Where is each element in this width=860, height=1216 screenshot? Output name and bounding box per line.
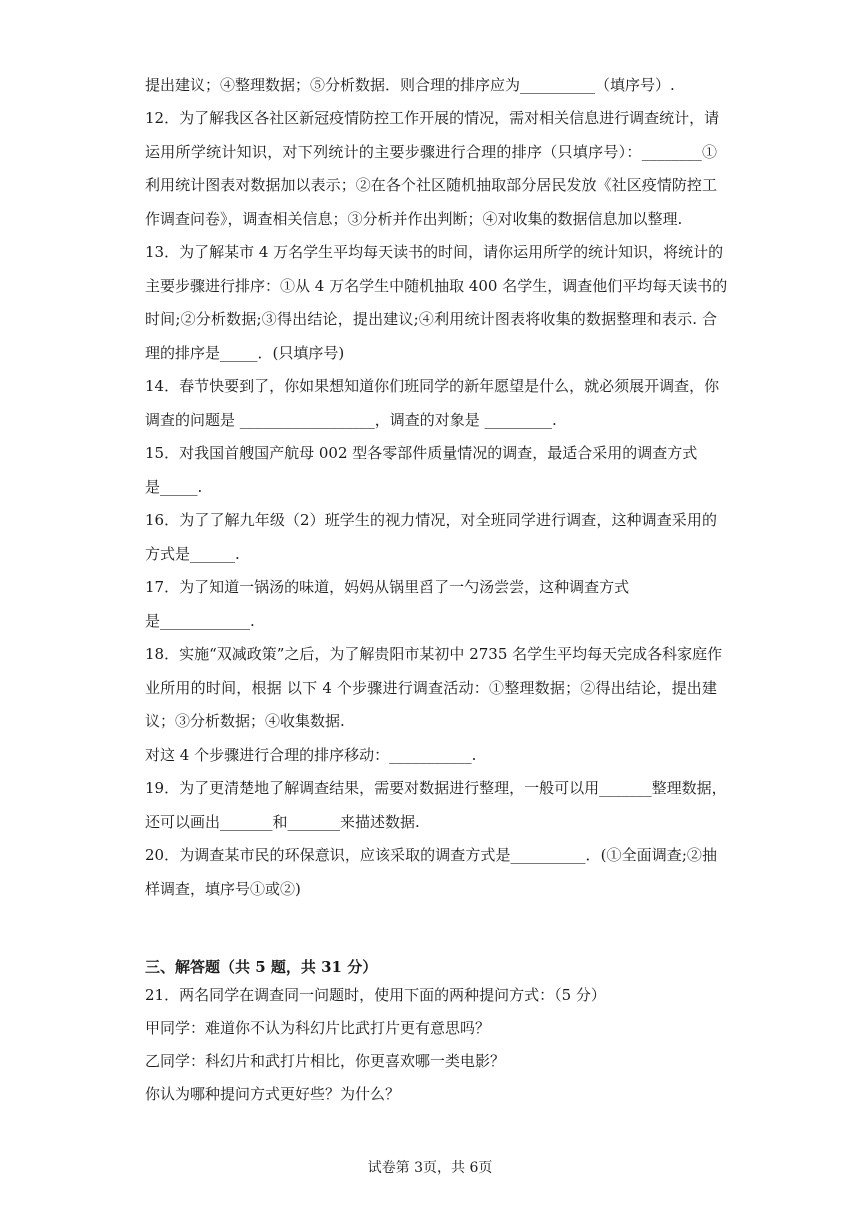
text-line: 对这 4 个步骤进行合理的排序移动：___________.: [145, 746, 477, 764]
question-line: 乙同学：科幻片和武打片相比，你更喜欢哪一类电影？: [145, 1052, 506, 1070]
text-line: 18．实施“双减政策”之后，为了解贵阳市某初中 2735 名学生平均每天完成各科家庭作: [145, 645, 723, 663]
text-line: 方式是______.: [145, 545, 240, 563]
text-line: 14．春节快要到了，你如果想知道你们班同学的新年愿望是什么，就必须展开调查，你: [145, 377, 720, 395]
text-line: 作调查问卷》，调查相关信息；③分析并作出判断；④对收集的数据信息加以整理.: [145, 210, 683, 228]
text-line: 调查的问题是 __________________，调查的对象是 _________.: [145, 411, 557, 429]
text-line: 15．对我国首艘国产航母 002 型各零部件质量情况的调查，最适合采用的调查方式: [145, 444, 698, 462]
question-line: 甲同学：难道你不认为科幻片比武打片更有意思吗？: [145, 1019, 491, 1037]
text-line: 样调查，填序号①或②): [145, 880, 301, 898]
text-line: 利用统计图表对数据加以表示；②在各个社区随机抽取部分居民发放《社区疫情防控工: [145, 176, 717, 194]
text-line: 主要步骤进行排序：①从 4 万名学生中随机抽取 400 名学生，调查他们平均每天读书的: [145, 277, 728, 295]
text-line: 理的排序是_____．(只填序号): [145, 344, 345, 362]
text-line: 业所用的时间，根据 以下 4 个步骤进行调查活动：①整理数据；②得出结论，提出建: [145, 679, 717, 697]
text-line: 是____________.: [145, 612, 255, 630]
page-footer: 试卷第 3页，共 6页: [367, 1160, 493, 1176]
question-line: 你认为哪种提问方式更好些？为什么？: [145, 1085, 401, 1103]
text-line: 13．为了解某市 4 万名学生平均每天读书的时间，请你运用所学的统计知识，将统计的: [145, 243, 724, 261]
text-line: 16．为了了解九年级（2）班学生的视力情况，对全班同学进行调查，这种调查采用的: [145, 511, 717, 529]
text-line: 19．为了更清楚地了解调查结果，需要对数据进行整理，一般可以用_______整理数据，: [145, 779, 727, 797]
text-line: 17．为了知道一锅汤的味道，妈妈从锅里舀了一勺汤尝尝，这种调查方式: [145, 578, 630, 596]
text-line: 是_____.: [145, 478, 203, 496]
text-line: 运用所学统计知识，对下列统计的主要步骤进行合理的排序（只填序号）：________①: [145, 143, 717, 161]
text-line: 还可以画出_______和_______来描述数据.: [145, 813, 420, 831]
text-line: 20．为调查某市民的环保意识，应该采取的调查方式是__________．(①全面调查;②抽: [145, 846, 717, 864]
text-line: 时间;②分析数据;③得出结论，提出建议;④利用统计图表将收集的数据整理和表示. 合: [145, 310, 717, 328]
text-line: 议；③分析数据；④收集数据.: [145, 712, 345, 730]
text-line: 12．为了解我区各社区新冠疫情防控工作开展的情况，需对相关信息进行调查统计，请: [145, 109, 720, 127]
section-title: 三、解答题（共 5 题，共 31 分）: [145, 958, 378, 976]
text-line: 提出建议；④整理数据；⑤分析数据．则合理的排序应为__________（填序号）.: [145, 76, 675, 94]
question-line: 21．两名同学在调查同一问题时，使用下面的两种提问方式：（5 分）: [145, 986, 606, 1004]
